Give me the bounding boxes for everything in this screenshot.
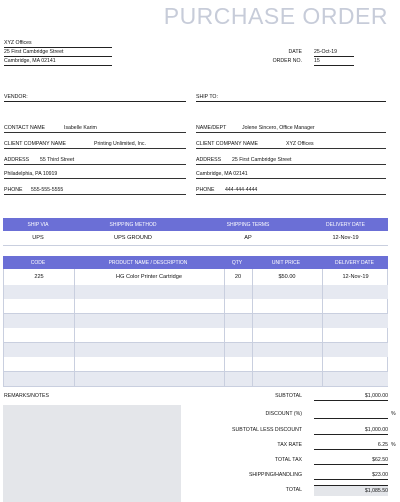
total-value: $1,085.50 [314,485,388,496]
table-row [4,299,388,314]
column-divider [224,269,225,386]
company-name: XYZ Offices [4,40,112,48]
items-header-cell: DELIVERY DATE [335,259,374,266]
tax-rate-value[interactable]: 6.25 [314,442,388,450]
shipping-header-row [3,218,388,231]
shipping-header-cell: DELIVERY DATE [326,221,365,228]
discount-unit: % [391,411,396,417]
vendor-city: Philadelphia, PA 10919 [4,171,58,177]
vendor-phone: 555-555-5555 [31,187,64,193]
items-table-body [3,269,388,387]
table-row [4,285,388,299]
remarks-label: REMARKS/NOTES [4,393,49,399]
item-qty: 20 [234,274,242,280]
vendor-address-label: ADDRESS [4,157,30,163]
column-divider [322,269,323,386]
vendor-line-3 [4,164,186,165]
column-divider [74,269,75,386]
ship-name: Jolene Sincero, Office Manager [242,125,315,131]
table-row [4,357,388,372]
total-tax-value: $62.50 [314,457,388,465]
ship-city: Cambridge, MA 02141 [196,171,248,177]
ship-to-heading: SHIP TO: [196,94,386,102]
item-description: HG Color Printer Cartridge [116,274,182,280]
vendor-contact: Isabelle Karim [64,125,97,131]
table-row [4,314,388,328]
tax-rate-label: TAX RATE [277,442,302,448]
vendor-contact-label: CONTACT NAME [4,125,46,131]
shipping-header-cell: SHIP VIA [27,221,49,228]
ship-client-label: CLIENT COMPANY NAME [196,141,258,147]
vendor-line-2 [4,148,186,149]
vendor-phone-label: PHONE [4,187,23,193]
ship-line-4 [196,178,386,179]
shipping-handling-label: SHIPPING/HANDLING [248,472,302,478]
vendor-client: Printing Unlimited, Inc. [94,141,146,147]
vendor-address: 55 Third Street [40,157,75,163]
ship-phone: 444-444-4444 [225,187,258,193]
items-header-cell: UNIT PRICE [271,259,301,266]
column-divider [252,269,253,386]
less-discount-value: $1,000.00 [314,427,388,435]
order-number-label: ORDER NO. [272,58,302,64]
discount-value[interactable] [314,411,388,419]
subtotal-value: $1,000.00 [314,393,388,401]
item-delivery-date: 12-Nov-19 [342,274,369,280]
shipping-handling-value[interactable]: $23.00 [314,472,388,480]
ship-line-1 [196,132,386,133]
vendor-line-5 [4,194,186,195]
shipping-header-cell: SHIPPING METHOD [109,221,157,228]
item-unit-price: $50.00 [278,274,296,280]
discount-label: DISCOUNT (%) [265,411,302,417]
vendor-line-4 [4,178,186,179]
order-number: 15 [314,58,354,66]
table-row [4,328,388,343]
shipping-value-cell: UPS GROUND [114,235,152,241]
ship-line-2 [196,148,386,149]
item-code: 225 [34,274,44,280]
vendor-client-label: CLIENT COMPANY NAME [4,141,66,147]
ship-line-5 [196,194,386,195]
items-header-row [3,256,388,269]
ship-name-label: NAME/DEPT [196,125,227,131]
total-tax-label: TOTAL TAX [274,457,302,463]
vendor-line-1 [4,132,186,133]
company-city: Cambridge, MA 02141 [4,58,112,66]
date-label: DATE [288,49,302,55]
ship-client: XYZ Offices [286,141,314,147]
shipping-header-cell: SHIPPING TERMS [226,221,270,228]
items-header-cell: QTY [231,259,243,266]
table-row [4,372,388,386]
less-discount-label: SUBTOTAL LESS DISCOUNT [232,427,302,433]
shipping-value-cell: 12-Nov-19 [332,235,359,241]
shipping-value-cell: UPS [32,235,44,241]
tax-rate-unit: % [391,442,396,448]
shipping-value-row [3,231,388,246]
ship-phone-label: PHONE [196,187,215,193]
items-header-cell: PRODUCT NAME / DESCRIPTION [108,259,188,266]
ship-address-label: ADDRESS [196,157,222,163]
table-row [4,269,389,285]
vendor-heading: VENDOR: [4,94,186,102]
company-address: 25 First Cambridge Street [4,49,112,57]
ship-line-3 [196,164,386,165]
order-date: 25-Oct-19 [314,49,354,57]
subtotal-label: SUBTOTAL [275,393,302,399]
table-row [4,343,388,357]
items-header-cell: CODE [30,259,46,266]
ship-address: 25 First Cambridge Street [232,157,292,163]
document-title: PURCHASE ORDER [163,3,388,29]
total-label: TOTAL [285,487,302,493]
shipping-value-cell: AP [244,235,252,241]
